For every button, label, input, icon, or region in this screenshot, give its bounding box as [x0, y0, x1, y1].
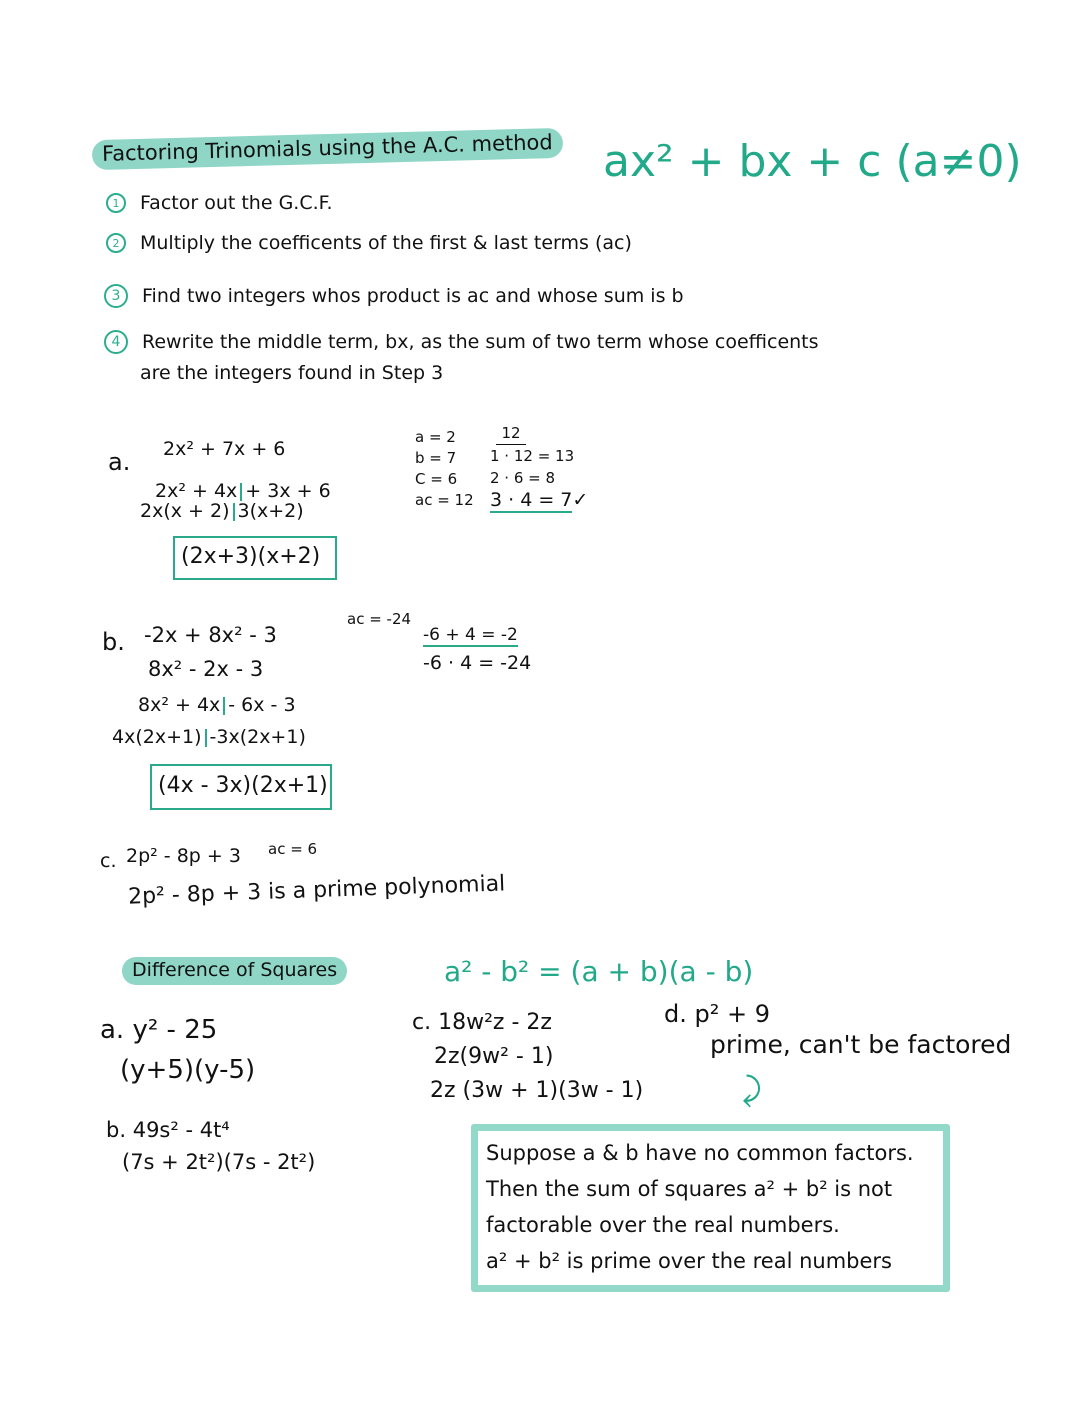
dos-b-label: b.	[106, 1118, 127, 1142]
section-title-difference-of-squares: Difference of Squares	[122, 957, 347, 985]
dos-a-label: a.	[100, 1015, 125, 1045]
example-a-factor-pairs	[490, 422, 588, 511]
note-line: factorable over the real numbers.	[486, 1213, 840, 1237]
factor-pair: 1 · 12 = 13	[490, 447, 575, 465]
dos-c-answer: 2z (3w + 1)(3w - 1)	[430, 1078, 644, 1103]
sum-equation: -6 + 4 = -2	[423, 625, 518, 645]
dos-b-expression: 49s² - 4t⁴	[132, 1118, 230, 1142]
pairs-header: 12	[496, 422, 526, 445]
example-a-answer-box: (2x+3)(x+2)	[173, 536, 337, 580]
example-c-label: c.	[100, 850, 117, 872]
example-a-problem: 2x² + 7x + 6	[163, 438, 286, 460]
step-text: Factor out the G.C.F.	[140, 192, 333, 214]
group-right: 3(x+2)	[237, 500, 304, 522]
example-a-variables	[415, 427, 474, 511]
dos-c-step: 2z(9w² - 1)	[434, 1044, 554, 1069]
example-b-rearranged: 8x² - 2x - 3	[148, 657, 264, 681]
step-number-4-icon: 4	[104, 330, 128, 354]
dos-d-label: d.	[664, 1000, 687, 1028]
step-3	[104, 284, 684, 308]
dos-b-answer: (7s + 2t²)(7s - 2t²)	[122, 1150, 316, 1174]
step-text: Rewrite the middle term, bx, as the sum of two term whose coefficents	[142, 331, 819, 353]
step-1	[106, 192, 333, 214]
dos-a-problem	[100, 1015, 217, 1045]
note-line: Then the sum of squares a² + b² is not	[486, 1177, 893, 1201]
var-b: b = 7	[415, 449, 457, 467]
section-title-factoring: Factoring Trinomials using the A.C. method	[92, 128, 563, 170]
step-number-1-icon: 1	[106, 193, 126, 213]
var-ac: ac = 12	[415, 491, 474, 509]
dos-d-problem	[664, 1000, 770, 1028]
checkmark-icon: ✓	[572, 489, 589, 511]
example-b-split-line	[138, 694, 296, 716]
var-a: a = 2	[415, 428, 456, 446]
example-b-product: -6 · 4 = -24	[423, 652, 532, 674]
example-c-ac: ac = 6	[268, 840, 318, 858]
step-text: Find two integers whos product is ac and whose sum is b	[142, 285, 684, 307]
example-a-split-line	[155, 480, 331, 502]
example-a-label: a.	[108, 448, 131, 476]
step-number-2-icon: 2	[106, 233, 126, 253]
group-divider	[233, 503, 235, 521]
example-c-conclusion: 2p² - 8p + 3 is a prime polynomial	[127, 871, 506, 910]
split-divider	[223, 697, 225, 715]
split-divider	[240, 483, 242, 501]
note-line: a² + b² is prime over the real numbers	[486, 1249, 892, 1273]
dos-a-answer: (y+5)(y-5)	[120, 1055, 256, 1085]
example-a-grouping-line	[140, 500, 304, 522]
example-b-label: b.	[102, 628, 125, 656]
group-divider	[205, 729, 207, 747]
step-4-continued: are the integers found in Step 3	[140, 362, 444, 384]
dos-c-problem	[412, 1010, 552, 1035]
step-number-3-icon: 3	[104, 284, 128, 308]
group-right: -3x(2x+1)	[209, 726, 306, 748]
example-b-grouping-line	[112, 726, 306, 748]
group-left: 4x(2x+1)	[112, 726, 202, 748]
example-b-problem: -2x + 8x² - 3	[144, 623, 277, 647]
dos-c-expression: 18w²z - 2z	[438, 1010, 552, 1035]
sum-of-squares-note-box	[471, 1124, 950, 1292]
dos-d-expression: p² + 9	[694, 1000, 771, 1028]
example-b-sum	[423, 625, 518, 645]
group-left: 2x(x + 2)	[140, 500, 230, 522]
dos-d-note: prime, can't be factored	[710, 1030, 1012, 1059]
var-c: C = 6	[415, 470, 458, 488]
dos-a-expression: y² - 25	[132, 1015, 218, 1045]
factor-pair-correct: 3 · 4 = 7	[490, 489, 573, 511]
split-right: + 3x + 6	[245, 480, 331, 502]
dos-c-label: c.	[412, 1010, 432, 1035]
factor-pair: 2 · 6 = 8	[490, 469, 556, 487]
difference-of-squares-formula: a² - b² = (a + b)(a - b)	[444, 955, 754, 988]
step-4	[104, 330, 819, 354]
example-b-ac: ac = -24	[347, 610, 412, 628]
step-text: Multiply the coefficents of the first & last terms (ac)	[140, 232, 632, 254]
general-form-formula: ax² + bx + c (a≠0)	[603, 136, 1022, 187]
dos-b-problem	[106, 1118, 230, 1142]
split-left: 2x² + 4x	[155, 480, 238, 502]
curved-arrow-down-icon: ⤸	[742, 1070, 762, 1108]
split-left: 8x² + 4x	[138, 694, 221, 716]
note-line: Suppose a & b have no common factors.	[486, 1141, 914, 1165]
split-right: - 6x - 3	[228, 694, 296, 716]
example-b-answer-box: (4x - 3x)(2x+1)	[150, 764, 332, 810]
step-2	[106, 232, 632, 254]
example-c-problem: 2p² - 8p + 3	[126, 845, 241, 867]
